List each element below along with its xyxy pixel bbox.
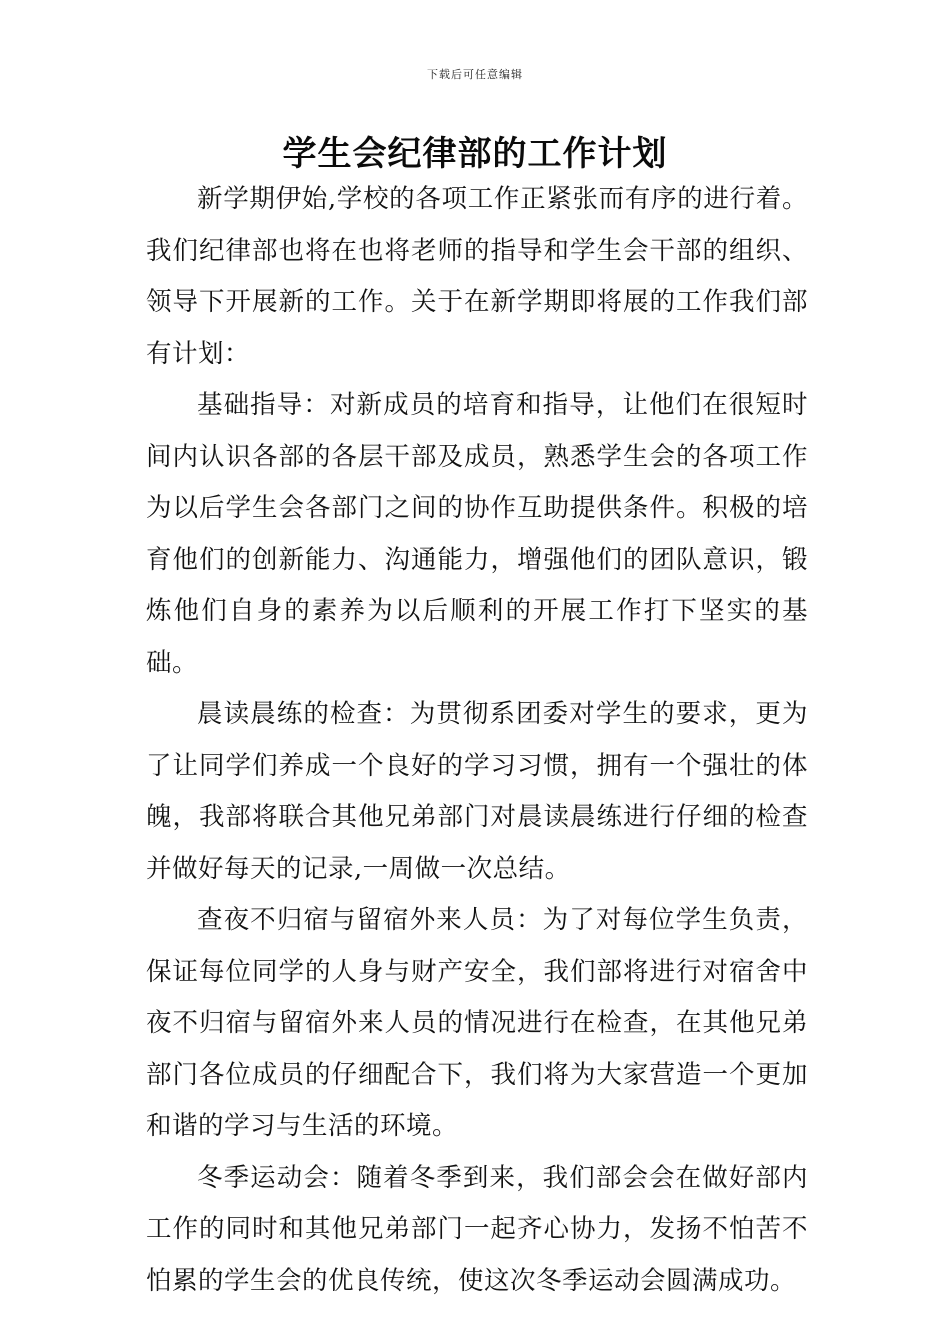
paragraph-winter-games: 冬季运动会：随着冬季到来，我们部会会在做好部内工作的同时和其他兄弟部门一起齐心协力，发扬不怕苦不怕累的学生会的优良传统，使这次冬季运动会圆满成功。 bbox=[146, 1162, 808, 1296]
header-note: 下载后可任意编辑 bbox=[427, 68, 523, 81]
document-body bbox=[146, 174, 808, 1307]
paragraph-night-check: 查夜不归宿与留宿外来人员：为了对每位学生负责，保证每位同学的人身与财产安全，我们部将进行对宿舍中夜不归宿与留宿外来人员的情况进行在检查，在其他兄弟部门各位成员的仔细配合下，我们将为大家营造一个更加和谐的学习与生活的环境。 bbox=[146, 905, 808, 1141]
document-title: 学生会纪律部的工作计划 bbox=[282, 134, 668, 174]
paragraph-intro: 新学期伊始,学校的各项工作正紧张而有序的进行着。我们纪律部也将在也将老师的指导和学生会干部的组织、领导下开展新的工作。关于在新学期即将展的工作我们部有计划： bbox=[146, 184, 808, 369]
paragraph-morning-check: 晨读晨练的检查：为贯彻系团委对学生的要求，更为了让同学们养成一个良好的学习习惯，拥有一个强壮的体魄，我部将联合其他兄弟部门对晨读晨练进行仔细的检查并做好每天的记录,一周做一次总结。 bbox=[146, 699, 808, 884]
paragraph-basic-guidance: 基础指导：对新成员的培育和指导，让他们在很短时间内认识各部的各层干部及成员，熟悉学生会的各项工作为以后学生会各部门之间的协作互助提供条件。积极的培育他们的创新能力、沟通能力，增强他们的团队意识，锻炼他们自身的素养为以后顺利的开展工作打下坚实的基础。 bbox=[146, 390, 808, 678]
